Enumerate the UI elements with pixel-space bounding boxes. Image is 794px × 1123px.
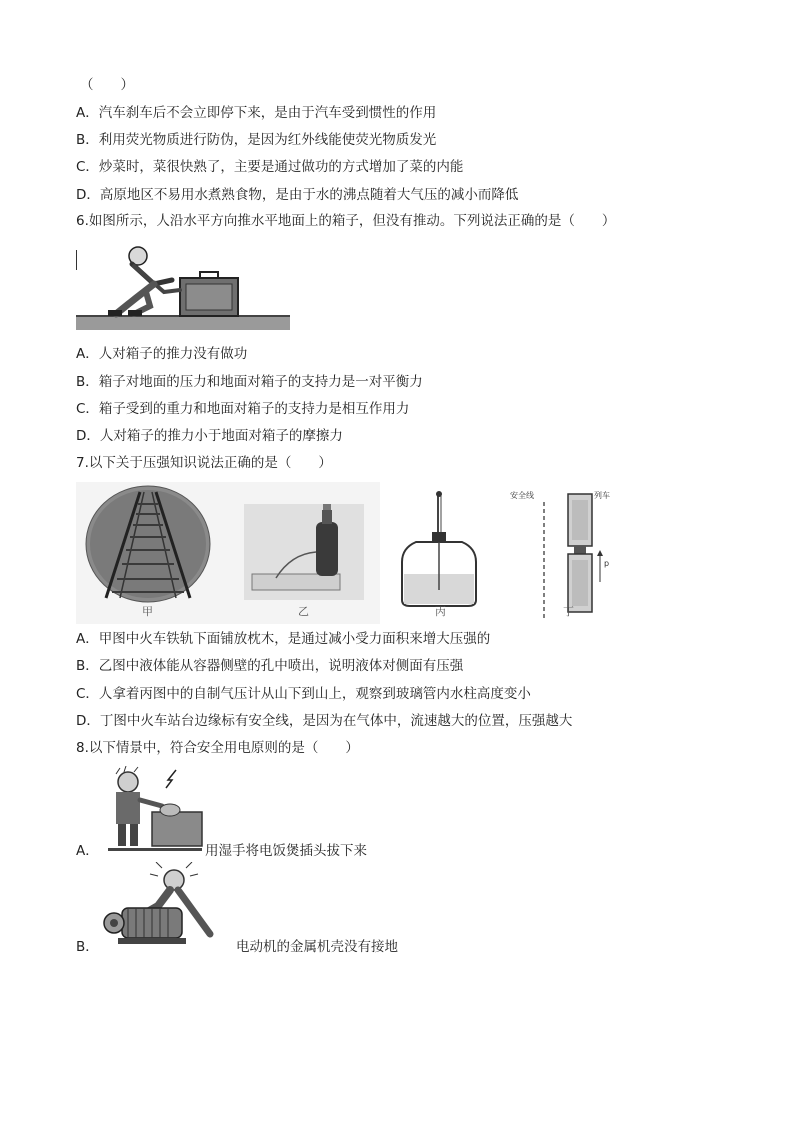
q5-option-c: C．炒菜时，菜很快熟了，主要是通过做功的方式增加了菜的内能 (76, 159, 464, 175)
q8-option-a-letter: A． (76, 843, 99, 859)
q7-option-c: C．人拿着丙图中的自制气压计从山下到山上，观察到玻璃管内水柱高度变小 (76, 686, 531, 702)
q6-stem: 6.如图所示，人沿水平方向推水平地面上的箱子，但没有推动。下列说法正确的是（ ） (76, 213, 616, 229)
figure-caption-bing: 丙 (435, 605, 446, 618)
train-label: 列车 (594, 491, 610, 500)
q6-option-d: D．人对箱子的推力小于地面对箱子的摩擦力 (76, 428, 343, 444)
pressure-label: p (604, 559, 610, 568)
q5-option-d: D．高原地区不易用水煮熟食物，是由于水的沸点随着大气压的减小而降低 (76, 187, 519, 203)
q7-option-a: A．甲图中火车铁轨下面铺放枕木，是通过减小受力面积来增大压强的 (76, 631, 491, 647)
q7-option-d: D．丁图中火车站台边缘标有安全线，是因为在气体中，流速越大的位置，压强越大 (76, 713, 573, 729)
figure-caption-yi: 乙 (298, 605, 309, 618)
q8-option-a-text: 用湿手将电饭煲插头拔下来 (205, 843, 367, 859)
ungrounded-motor-figure (98, 862, 232, 952)
q6-option-b: B．箱子对地面的压力和地面对箱子的支持力是一对平衡力 (76, 374, 423, 390)
figure-caption-jia: 甲 (142, 605, 153, 618)
railway-tracks-figure (86, 486, 210, 602)
figure-caption-ding: 丁 (563, 605, 574, 618)
person-pushing-box-figure (76, 240, 290, 330)
bottle-figure (244, 504, 364, 600)
q6-option-c: C．箱子受到的重力和地面对箱子的支持力是相互作用力 (76, 401, 410, 417)
q8-option-b-letter: B． (76, 939, 99, 955)
q7-option-b: B．乙图中液体能从容器侧壁的孔中喷出，说明液体对侧面有压强 (76, 658, 464, 674)
pressure-figures-panel (76, 482, 622, 624)
barometer-figure (380, 482, 522, 624)
q5-option-a: A．汽车刹车后不会立即停下来，是由于汽车受到惯性的作用 (76, 105, 437, 121)
q8-stem: 8.以下情景中，符合安全用电原则的是（ ） (76, 740, 359, 756)
q5-bracket: （ ） (80, 77, 134, 93)
q8-option-b-text: 电动机的金属机壳没有接地 (236, 939, 398, 955)
wet-hand-unplugging-figure (104, 766, 204, 854)
safety-line-label: 安全线 (510, 491, 534, 500)
q5-option-b: B．利用荧光物质进行防伪，是因为红外线能使荧光物质发光 (76, 132, 437, 148)
q7-stem: 7.以下关于压强知识说法正确的是（ ） (76, 455, 332, 471)
q6-option-a: A．人对箱子的推力没有做功 (76, 346, 248, 362)
